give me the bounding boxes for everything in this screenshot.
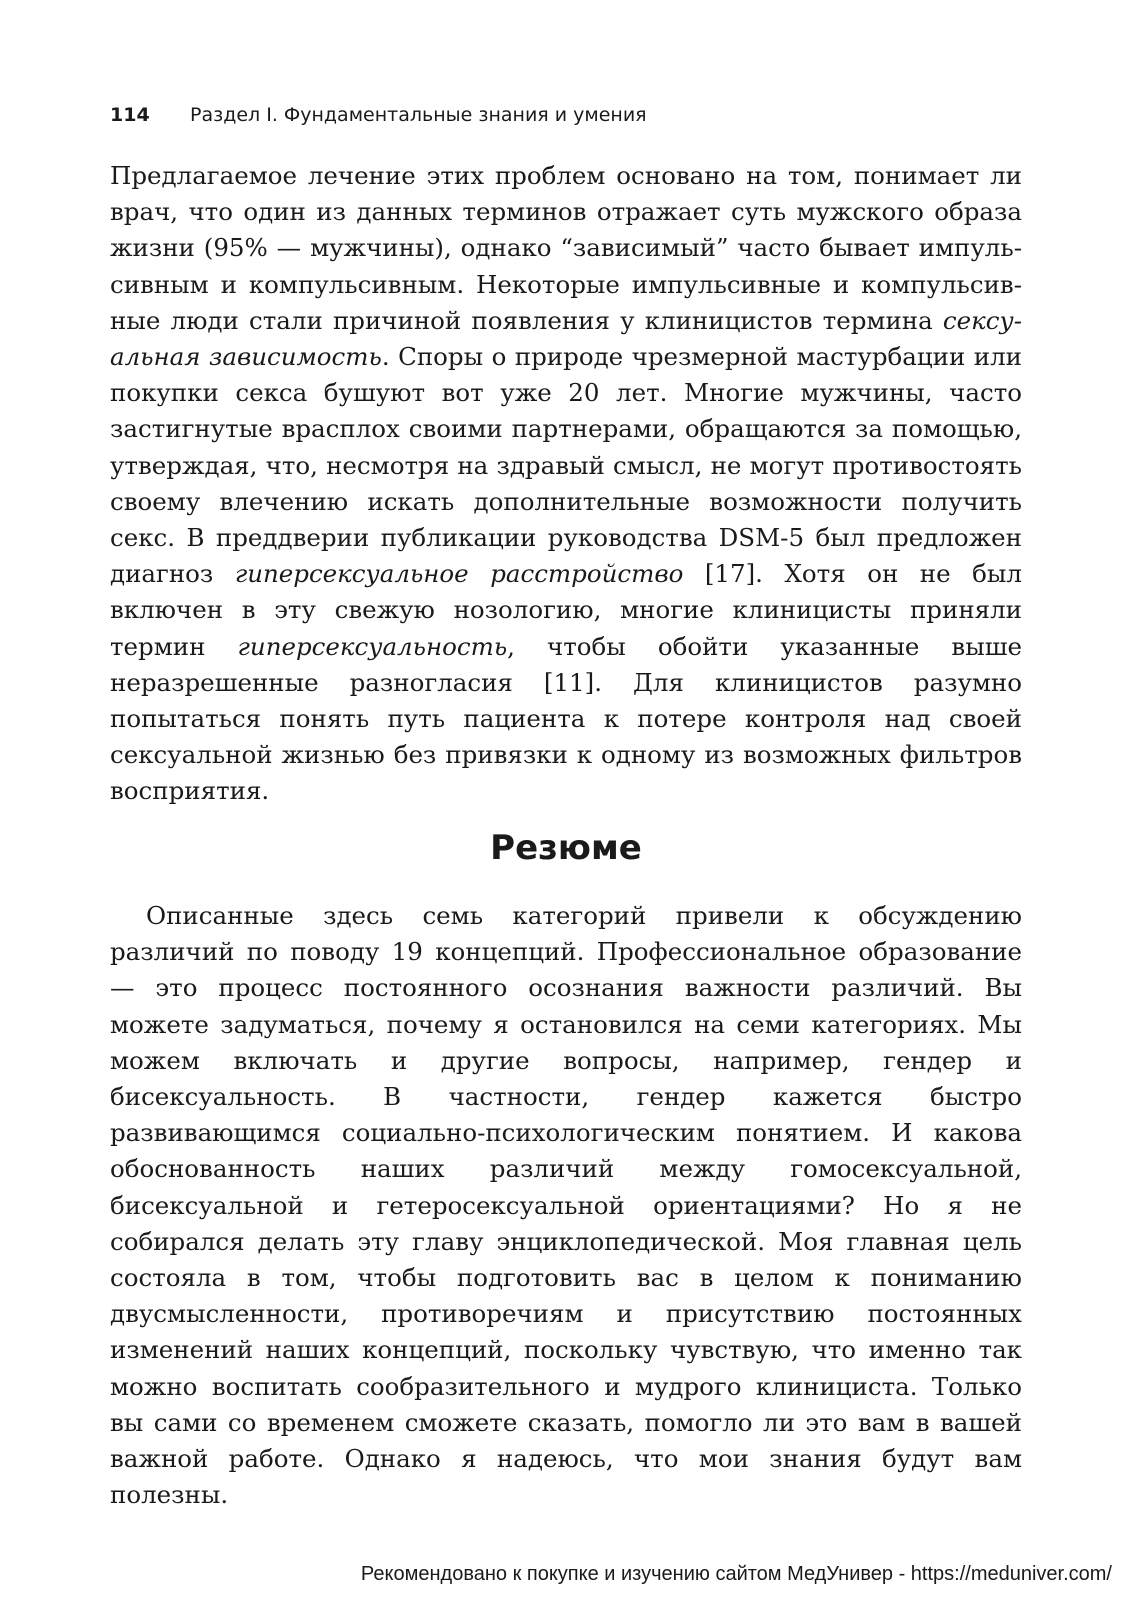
italic-term: сексуальная зависимость xyxy=(110,305,1022,372)
page-number: 114 xyxy=(110,104,150,126)
summary-paragraph: Описанные здесь семь категорий привели к обсуждению различий по поводу 19 концепций. Профессиональное образование — это процесс постоянного осознания важности различий. Вы можете задуматься, почему я остановился на семи категориях. Мы можем включать и другие вопросы, например, гендер и бисексуальность. В частности, гендер кажется быстро развивающимся социально-психологическим понятием. И какова обоснованность наших различий между гомосексуальной, бисексуальной и гетеросексуальной ориентациями? Но я не собирался делать эту главу энциклопедической. Моя главная цель состояла в том, чтобы подготовить вас в целом к пониманию двусмысленности, противоречиям и присутствию постоянных изменений наших концепций, поскольку чувствую, что именно так можно воспитать сообразительного и мудрого клинициста. Только вы сами со временем сможете сказать, помогло ли это вам в вашей важной работе. Однако я надеюсь, что мои знания будут вам полезны. xyxy=(110,901,1022,1510)
body-paragraph xyxy=(110,158,1022,810)
text-run: , чтобы обойти указанные выше неразрешенные разногласия [11]. Для клиницистов разумно попытаться понять путь пациента к потере контроля над своей сексуальной жизнью без привязки к одному из возможных фильтров восприятия. xyxy=(110,631,1022,806)
footer-note: Рекомендовано к покупке и изучению сайтом МедУнивер - https://meduniver.com/ xyxy=(360,1563,1112,1585)
running-title: Раздел I. Фундаментальные знания и умения xyxy=(190,104,647,126)
text-run: Предлагаемое лечение этих проблем основано на том, понимает ли врач, что один из данных терминов отражает суть мужского образа жизни (95% — мужчины), однако “зависимый” часто бывает импульсивным и компульсивным. Некоторые импульсивные и компульсивные люди стали причиной появления у клиницистов термина xyxy=(110,161,1022,335)
text-run: [17]. Хотя он не был включен в эту свежую нозологию, многие клиницисты приняли термин xyxy=(110,559,1022,661)
section-heading: Резюме xyxy=(490,828,642,868)
italic-term: гиперсексуальность xyxy=(237,631,508,661)
text-run: . Споры о природе чрезмерной мастурбации или покупки секса бушуют вот уже 20 лет. Многие мужчины, часто застигнутые врасплох своими партнерами, обращаются за помощью, утверждая, что, несмотря на здравый смысл, не могут противостоять своему влечению искать дополнительные возможности получить секс. В преддверии публикации руководства DSM-5 был предложен диагноз xyxy=(110,342,1022,589)
running-header xyxy=(110,104,647,126)
italic-term: гиперсексуальное расстройство xyxy=(234,559,684,589)
